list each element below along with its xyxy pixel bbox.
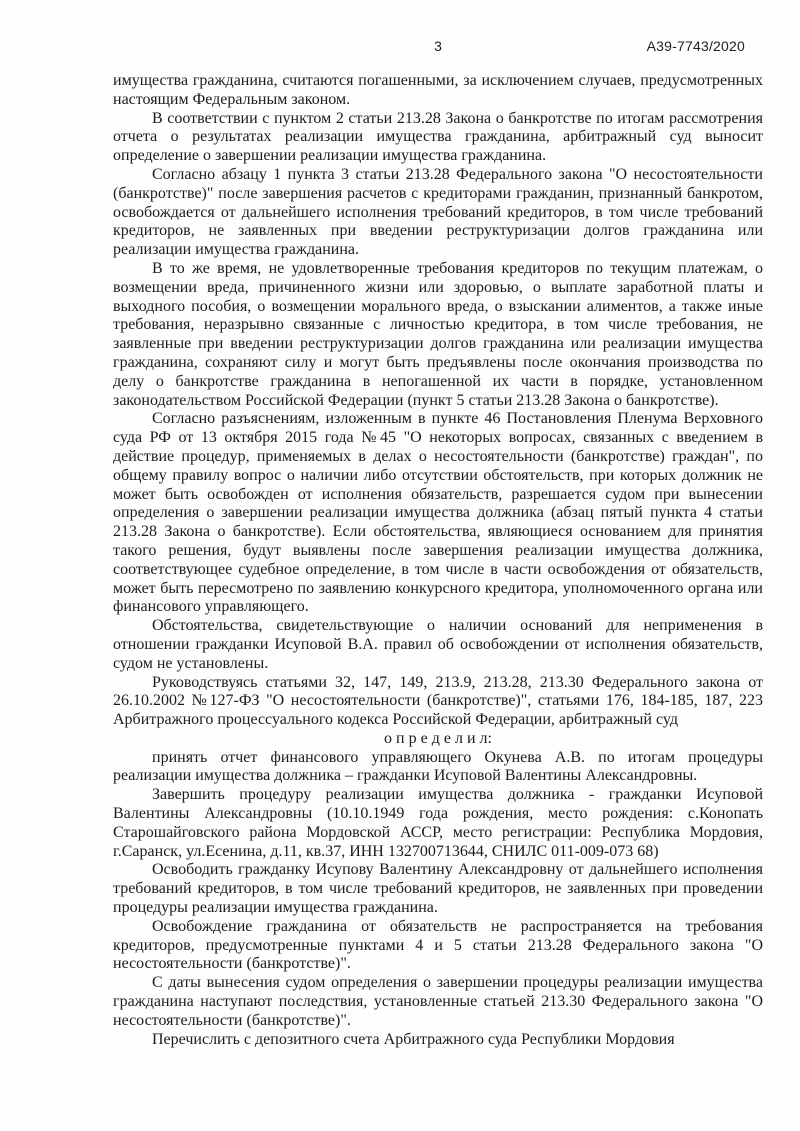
- paragraph: Перечислить с депозитного счета Арбитражного суда Республики Мордовия: [152, 1030, 675, 1048]
- paragraph: имущества гражданина, считаются погашенными, за исключением случаев, предусмотренных настоящим Федеральным законом.: [113, 72, 763, 108]
- paragraph: принять отчет финансового управляющего Окунева А.В. по итогам процедуры реализации имущества должника – гражданки Исуповой Валентины Александровны.: [113, 748, 763, 785]
- paragraph: Согласно абзацу 1 пункта 3 статьи 213.28 Федерального закона "О несостоятельности (банкротстве)" после завершения расчетов с кредиторами гражданин, признанный банкротом, освобождается от дальнейшего исполнения требований кредиторов, в том числе требований кредиторов, не заявленных при введении реструктуризации долгов гражданина или реализации имущества гражданина.: [113, 165, 763, 259]
- paragraph: Обстоятельства, свидетельствующие о наличии оснований для неприменения в отношении гражданки Исуповой В.А. правил об освобождении от исполнения обязательств, судом не установлены.: [113, 617, 763, 672]
- page-header: [113, 38, 763, 58]
- paragraph: Освободить гражданку Исупову Валентину Александровну от дальнейшего исполнения требований кредиторов, в том числе требований кредиторов, не заявленных при проведении процедуры реализации имущества гражданина.: [113, 861, 763, 917]
- paragraph: Руководствуясь статьями 32, 147, 149, 213.9, 213.28, 213.30 Федерального закона от 26.10.2002 №127-ФЗ "О несостоятельности (банкротстве)", статьями 176, 184-185, 187, 223 Арбитражного процессуального кодекса Российской Федерации, арбитражный суд: [113, 673, 763, 729]
- paragraph: Завершить процедуру реализации имущества должника - гражданки Исуповой Валентины Александровны (10.10.1949 года рождения, место рождения: с.Конопать Старошайговского района Мордовской АССР, место регистрации: Республика Мордовия, г.Саранск, ул.Есенина, д.11, кв.37, ИНН 132700713644, СНИЛС 011-009-073 68): [113, 786, 763, 860]
- paragraph: Согласно разъяснениям, изложенным в пункте 46 Постановления Пленума Верховного суда РФ от 13 октября 2015 года №45 "О некоторых вопросах, связанных с введением в действие процедур, применяемых в делах о несостоятельности (банкротстве) граждан", по общему правилу вопрос о наличии либо отсутствии обстоятельств, при которых должник не может быть освобожден от исполнения обязательств, разрешается судом при вынесении определения о завершении реализации имущества должника (абзац пятый пункта 4 статьи 213.28 Закона о банкротстве). Если обстоятельства, являющиеся основанием для принятия такого решения, будут выявлены после завершения реализации имущества должника, соответствующее судебное определение, в том числе в части освобождения от обязательств, может быть пересмотрено по заявлению конкурсного кредитора, уполномоченного органа или финансового управляющего.: [113, 410, 763, 616]
- case-number: А39-7743/2020: [646, 38, 745, 54]
- page-number: 3: [434, 38, 442, 54]
- paragraph: Освобождение гражданина от обязательств не распространяется на требования кредиторов, предусмотренные пунктами 4 и 5 статьи 213.28 Федерального закона "О несостоятельности (банкротстве)".: [113, 917, 763, 973]
- paragraph: В соответствии с пунктом 2 статьи 213.28 Закона о банкротстве по итогам рассмотрения отчета о результатах реализации имущества гражданина, арбитражный суд выносит определение о завершении реализации имущества гражданина.: [113, 109, 763, 165]
- resolution-heading: о п р е д е л и л:: [384, 729, 492, 747]
- ruling-text-body: [113, 72, 763, 1049]
- paragraph: В то же время, не удовлетворенные требования кредиторов по текущим платежам, о возмещении вреда, причиненного жизни или здоровью, о выплате заработной платы и выходного пособия, о возмещении морального вреда, о взыскании алиментов, а также иные требования, неразрывно связанные с личностью кредитора, в том числе требования, не заявленные при введении реструктуризации долгов гражданина или реализации имущества гражданина, сохраняют силу и могут быть предъявлены после окончания производства по делу о банкротстве гражданина в непогашенной их части в порядке, установленном законодательством Российской Федерации (пункт 5 статьи 213.28 Закона о банкротстве).: [113, 259, 763, 409]
- paragraph: С даты вынесения судом определения о завершении процедуры реализации имущества гражданина наступают последствия, установленные статьей 213.30 Федерального закона "О несостоятельности (банкротстве)".: [113, 974, 763, 1029]
